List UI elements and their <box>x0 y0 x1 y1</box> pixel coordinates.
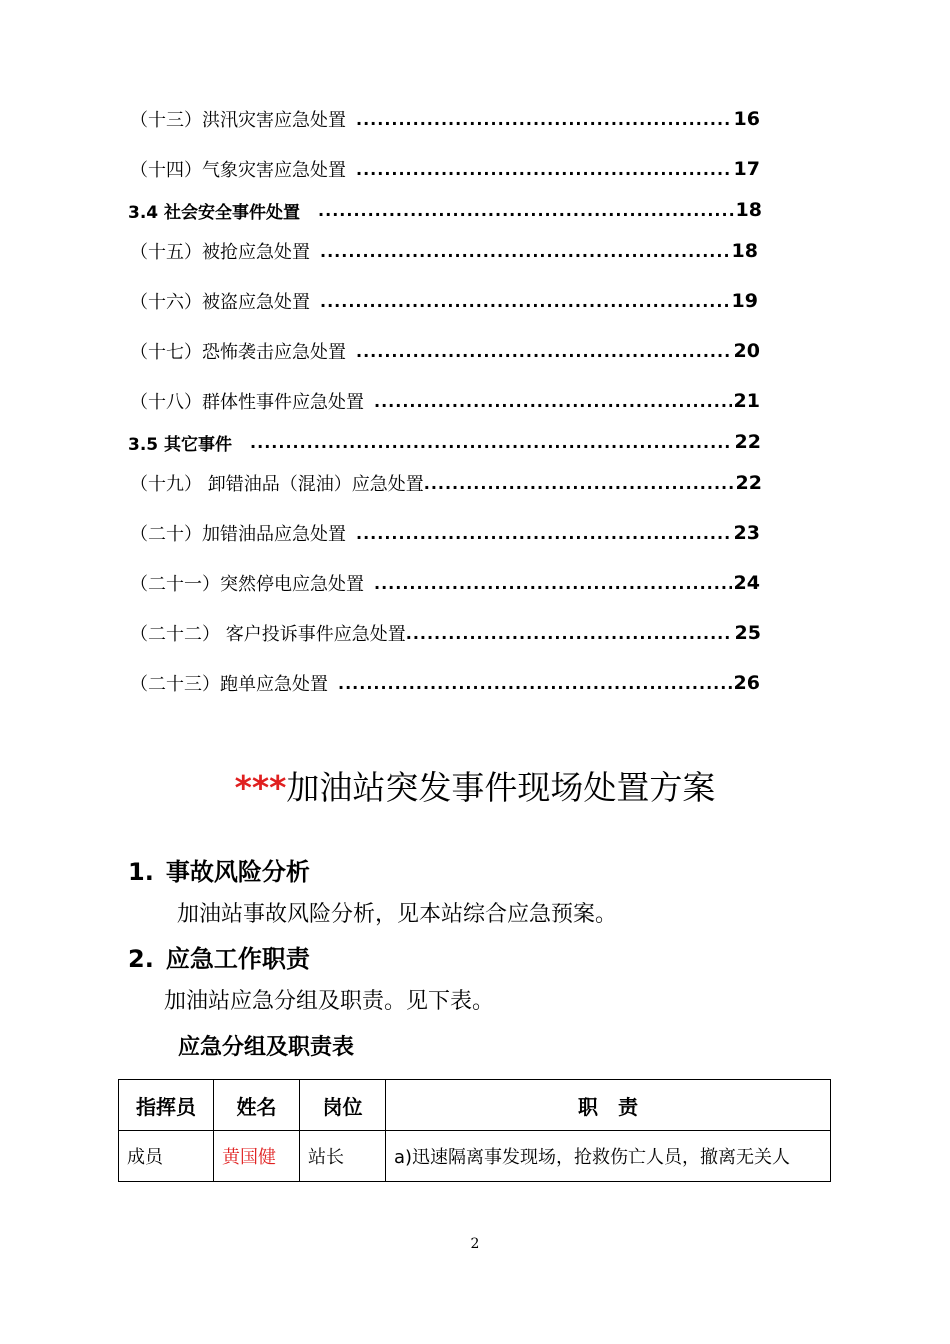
section-number: 2. <box>128 945 154 973</box>
toc-entry-page: 18 <box>735 199 762 221</box>
header-commander: 指挥员 <box>119 1080 214 1131</box>
cell-duty: a)迅速隔离事发现场，抢救伤亡人员，撤离无关人 <box>386 1131 831 1182</box>
cell-role: 成员 <box>119 1131 214 1182</box>
header-name: 姓名 <box>214 1080 300 1131</box>
section-heading-text: 事故风险分析 <box>165 858 310 886</box>
toc-entry-page: 16 <box>733 108 760 130</box>
toc-entry-title: （十九） 卸错油品（混油）应急处置 <box>130 474 424 495</box>
document-title <box>0 762 950 809</box>
toc-leader-dots <box>374 392 732 411</box>
section-number: 1. <box>128 858 154 886</box>
toc-entry[interactable] <box>130 104 760 134</box>
title-stars: *** <box>234 768 287 807</box>
toc-entry[interactable] <box>130 236 758 266</box>
toc-entry-page: 22 <box>735 472 762 494</box>
toc-leader-dots <box>338 674 732 693</box>
toc-entry[interactable] <box>130 286 758 316</box>
toc-entry-page: 25 <box>734 622 761 644</box>
page-number: 2 <box>470 1236 480 1252</box>
toc-leader-dots <box>356 342 732 361</box>
cell-position: 站长 <box>300 1131 386 1182</box>
toc-entry[interactable] <box>130 386 760 416</box>
toc-entry-title: （十八）群体性事件应急处置 <box>130 392 364 413</box>
toc-entry-title: （十七）恐怖袭击应急处置 <box>130 342 346 363</box>
toc-entry-title: （十六）被盗应急处置 <box>130 292 310 313</box>
toc-entry-title: （二十一）突然停电应急处置 <box>130 574 364 595</box>
section-heading-2 <box>128 939 310 974</box>
toc-leader-dots <box>424 474 734 493</box>
section-heading-text: 应急工作职责 <box>165 945 310 973</box>
header-position: 岗位 <box>300 1080 386 1131</box>
table-row <box>119 1131 831 1182</box>
toc-entry-title: 3.4 社会安全事件处置 <box>128 202 301 223</box>
toc-entry-title: （十四）气象灾害应急处置 <box>130 160 346 181</box>
section-2-body: 加油站应急分组及职责。见下表。 <box>164 989 495 1014</box>
toc-entry-page: 17 <box>733 158 760 180</box>
table-header-row <box>119 1080 831 1131</box>
toc-leader-dots <box>356 110 732 129</box>
toc-entry[interactable] <box>130 618 761 648</box>
toc-entry[interactable] <box>130 518 760 548</box>
toc-entry-page: 21 <box>733 390 760 412</box>
toc-entry-title: （二十三）跑单应急处置 <box>130 674 328 695</box>
toc-entry-title: （二十）加错油品应急处置 <box>130 524 346 545</box>
section-heading-1 <box>128 852 310 887</box>
toc-entry[interactable] <box>130 154 760 184</box>
toc-entry-page: 26 <box>733 672 760 694</box>
toc-entry-page: 23 <box>733 522 760 544</box>
toc-entry-page: 24 <box>733 572 760 594</box>
table-caption: 应急分组及职责表 <box>178 1035 355 1060</box>
toc-leader-dots <box>250 433 733 452</box>
toc-entry-page: 19 <box>731 290 758 312</box>
toc-leader-dots <box>318 201 734 220</box>
toc-entry-title: （十三）洪汛灾害应急处置 <box>130 110 346 131</box>
section-1-body: 加油站事故风险分析，见本站综合应急预案。 <box>177 902 618 927</box>
toc-leader-dots <box>374 574 732 593</box>
duty-table <box>118 1079 831 1182</box>
title-text: 加油站突发事件现场处置方案 <box>286 768 716 807</box>
toc-entry-title: （十五）被抢应急处置 <box>130 242 310 263</box>
toc-section-entry[interactable] <box>128 195 762 225</box>
cell-person-name: 黄国健 <box>214 1131 300 1182</box>
toc-entry-page: 20 <box>733 340 760 362</box>
toc-leader-dots <box>356 160 732 179</box>
toc-entry[interactable] <box>130 336 760 366</box>
header-duty: 职 责 <box>386 1080 831 1131</box>
toc-leader-dots <box>320 242 730 261</box>
toc-entry-title: （二十二） 客户投诉事件应急处置 <box>130 624 406 645</box>
toc-leader-dots <box>320 292 730 311</box>
toc-entry[interactable] <box>130 668 760 698</box>
toc-leader-dots <box>356 524 732 543</box>
toc-entry-page: 22 <box>734 431 761 453</box>
toc-leader-dots <box>406 624 733 643</box>
toc-section-entry[interactable] <box>128 427 761 457</box>
toc-entry[interactable] <box>130 568 760 598</box>
toc-entry[interactable] <box>130 468 762 498</box>
toc-entry-page: 18 <box>731 240 758 262</box>
toc-entry-title: 3.5 其它事件 <box>128 434 233 455</box>
